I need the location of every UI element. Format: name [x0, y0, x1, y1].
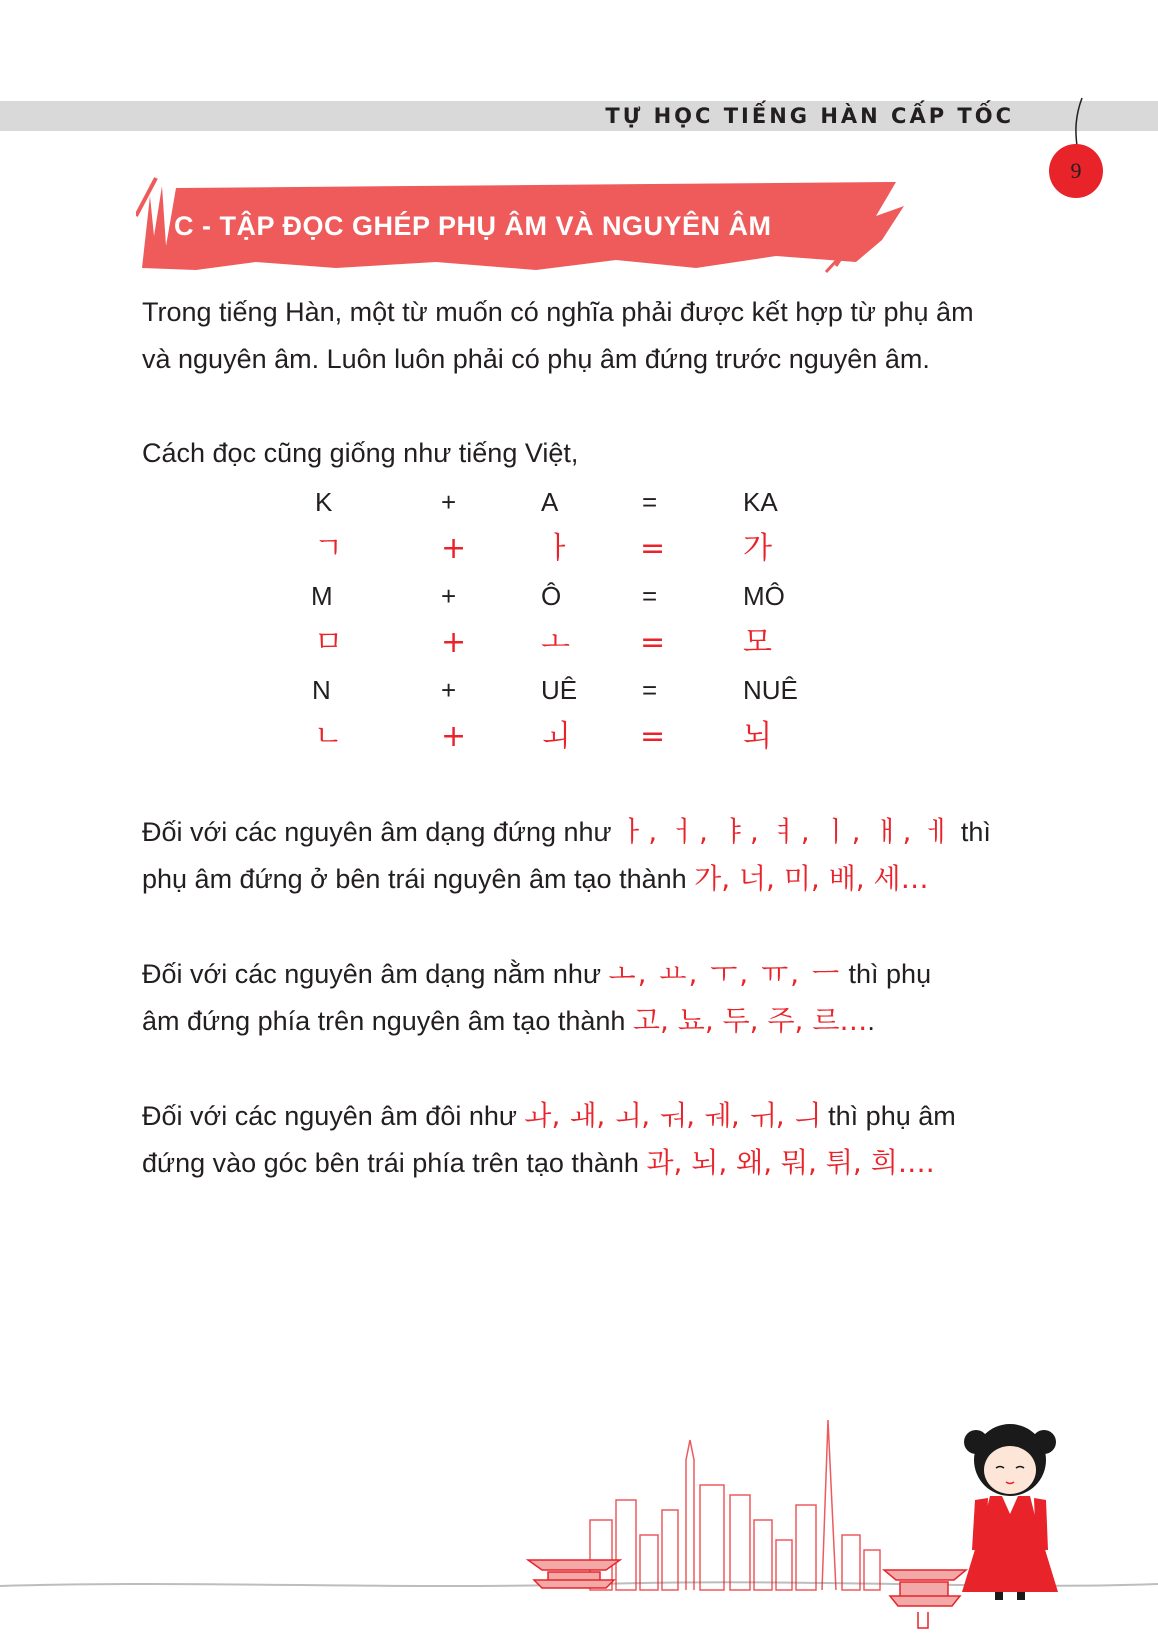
vowel-cell: ㅚ	[541, 719, 570, 754]
header-title: TỰ HỌC TIẾNG HÀN CẤP TỐC	[605, 104, 1014, 128]
hanbok-girl	[962, 1424, 1058, 1600]
intro-line-1: Trong tiếng Hàn, một từ muốn có nghĩa phải được kết hợp từ phụ âm	[142, 297, 974, 327]
vertical-examples: 가, 너, 미, 배, 세…	[694, 862, 929, 895]
page-number: 9	[1070, 158, 1082, 183]
vertical-vowels-list: ㅏ, ㅓ, ㅑ, ㅕ, ㅣ, ㅐ, ㅔ	[619, 815, 954, 848]
horizontal-vowels-line-1	[142, 950, 931, 998]
consonant-cell: N	[312, 675, 331, 705]
equals-sign: =	[642, 581, 658, 611]
equals-sign: =	[640, 625, 666, 660]
equals-sign: =	[642, 675, 658, 705]
double-text-2: thì phụ âm	[828, 1101, 956, 1131]
intro-line-2: và nguyên âm. Luôn luôn phải có phụ âm đứng trước nguyên âm.	[142, 344, 930, 374]
consonant-cell: M	[311, 581, 333, 611]
equals-sign: =	[642, 487, 658, 517]
plus-sign: +	[441, 675, 457, 705]
horizontal-vowels-list: ㅗ, ㅛ, ㅜ, ㅠ, ㅡ	[608, 957, 841, 990]
double-vowels-line-2	[142, 1139, 935, 1187]
city-skyline-illustration	[0, 1400, 1158, 1646]
vertical-vowels-line-1	[142, 808, 991, 856]
double-vowels-list: ㅘ, ㅙ, ㅚ, ㅝ, ㅞ, ㅟ, ㅢ	[524, 1099, 821, 1132]
vowel-cell: A	[541, 487, 559, 517]
consonant-cell: K	[315, 487, 333, 517]
horizontal-text-1: Đối với các nguyên âm dạng nằm như	[142, 959, 602, 989]
double-text-3: đứng vào góc bên trái phía trên tạo thành	[142, 1148, 639, 1178]
horizontal-text-3: âm đứng phía trên nguyên âm tạo thành	[142, 1006, 626, 1036]
double-examples: 과, 뇌, 왜, 뭐, 튀, 희…	[646, 1146, 926, 1179]
result-cell: NUÊ	[743, 675, 798, 705]
double-text-1: Đối với các nguyên âm đôi như	[142, 1101, 517, 1131]
result-cell: 가	[743, 531, 772, 566]
horizontal-vowels-line-2	[142, 997, 875, 1045]
result-cell: 뇌	[743, 719, 772, 754]
vertical-text-1: Đối với các nguyên âm dạng đứng như	[142, 817, 612, 847]
section-title: C - TẬP ĐỌC GHÉP PHỤ ÂM VÀ NGUYÊN ÂM	[174, 211, 772, 241]
equals-sign: =	[640, 531, 666, 566]
vertical-text-3: phụ âm đứng ở bên trái nguyên âm tạo thành	[142, 864, 687, 894]
horizontal-text-2: thì phụ	[848, 959, 932, 989]
vertical-text-2: thì	[960, 817, 991, 847]
consonant-cell: ㅁ	[314, 625, 343, 660]
double-vowels-line-1	[142, 1092, 956, 1140]
equals-sign: =	[640, 719, 666, 754]
result-cell: MÔ	[743, 581, 785, 611]
double-end: .	[925, 1146, 935, 1179]
consonant-cell: ㄴ	[314, 719, 343, 754]
horizontal-end: .	[867, 1006, 875, 1036]
vowel-cell: UÊ	[541, 675, 578, 705]
plus-sign: +	[441, 625, 467, 660]
plus-sign: +	[441, 487, 457, 517]
result-cell: KA	[743, 487, 778, 517]
vowel-cell: ㅗ	[541, 625, 570, 660]
page-number-badge	[1049, 144, 1103, 198]
plus-sign: +	[441, 719, 467, 754]
consonant-cell: ㄱ	[314, 531, 343, 566]
reading-intro: Cách đọc cũng giống như tiếng Việt,	[142, 438, 579, 468]
vertical-vowels-line-2	[142, 855, 929, 903]
plus-sign: +	[441, 531, 467, 566]
result-cell: 모	[743, 625, 772, 660]
horizontal-examples: 고, 뇨, 두, 주, 르…	[632, 1004, 868, 1037]
vowel-cell: ㅏ	[544, 531, 573, 566]
vowel-cell: Ô	[541, 581, 562, 611]
plus-sign: +	[441, 581, 457, 611]
